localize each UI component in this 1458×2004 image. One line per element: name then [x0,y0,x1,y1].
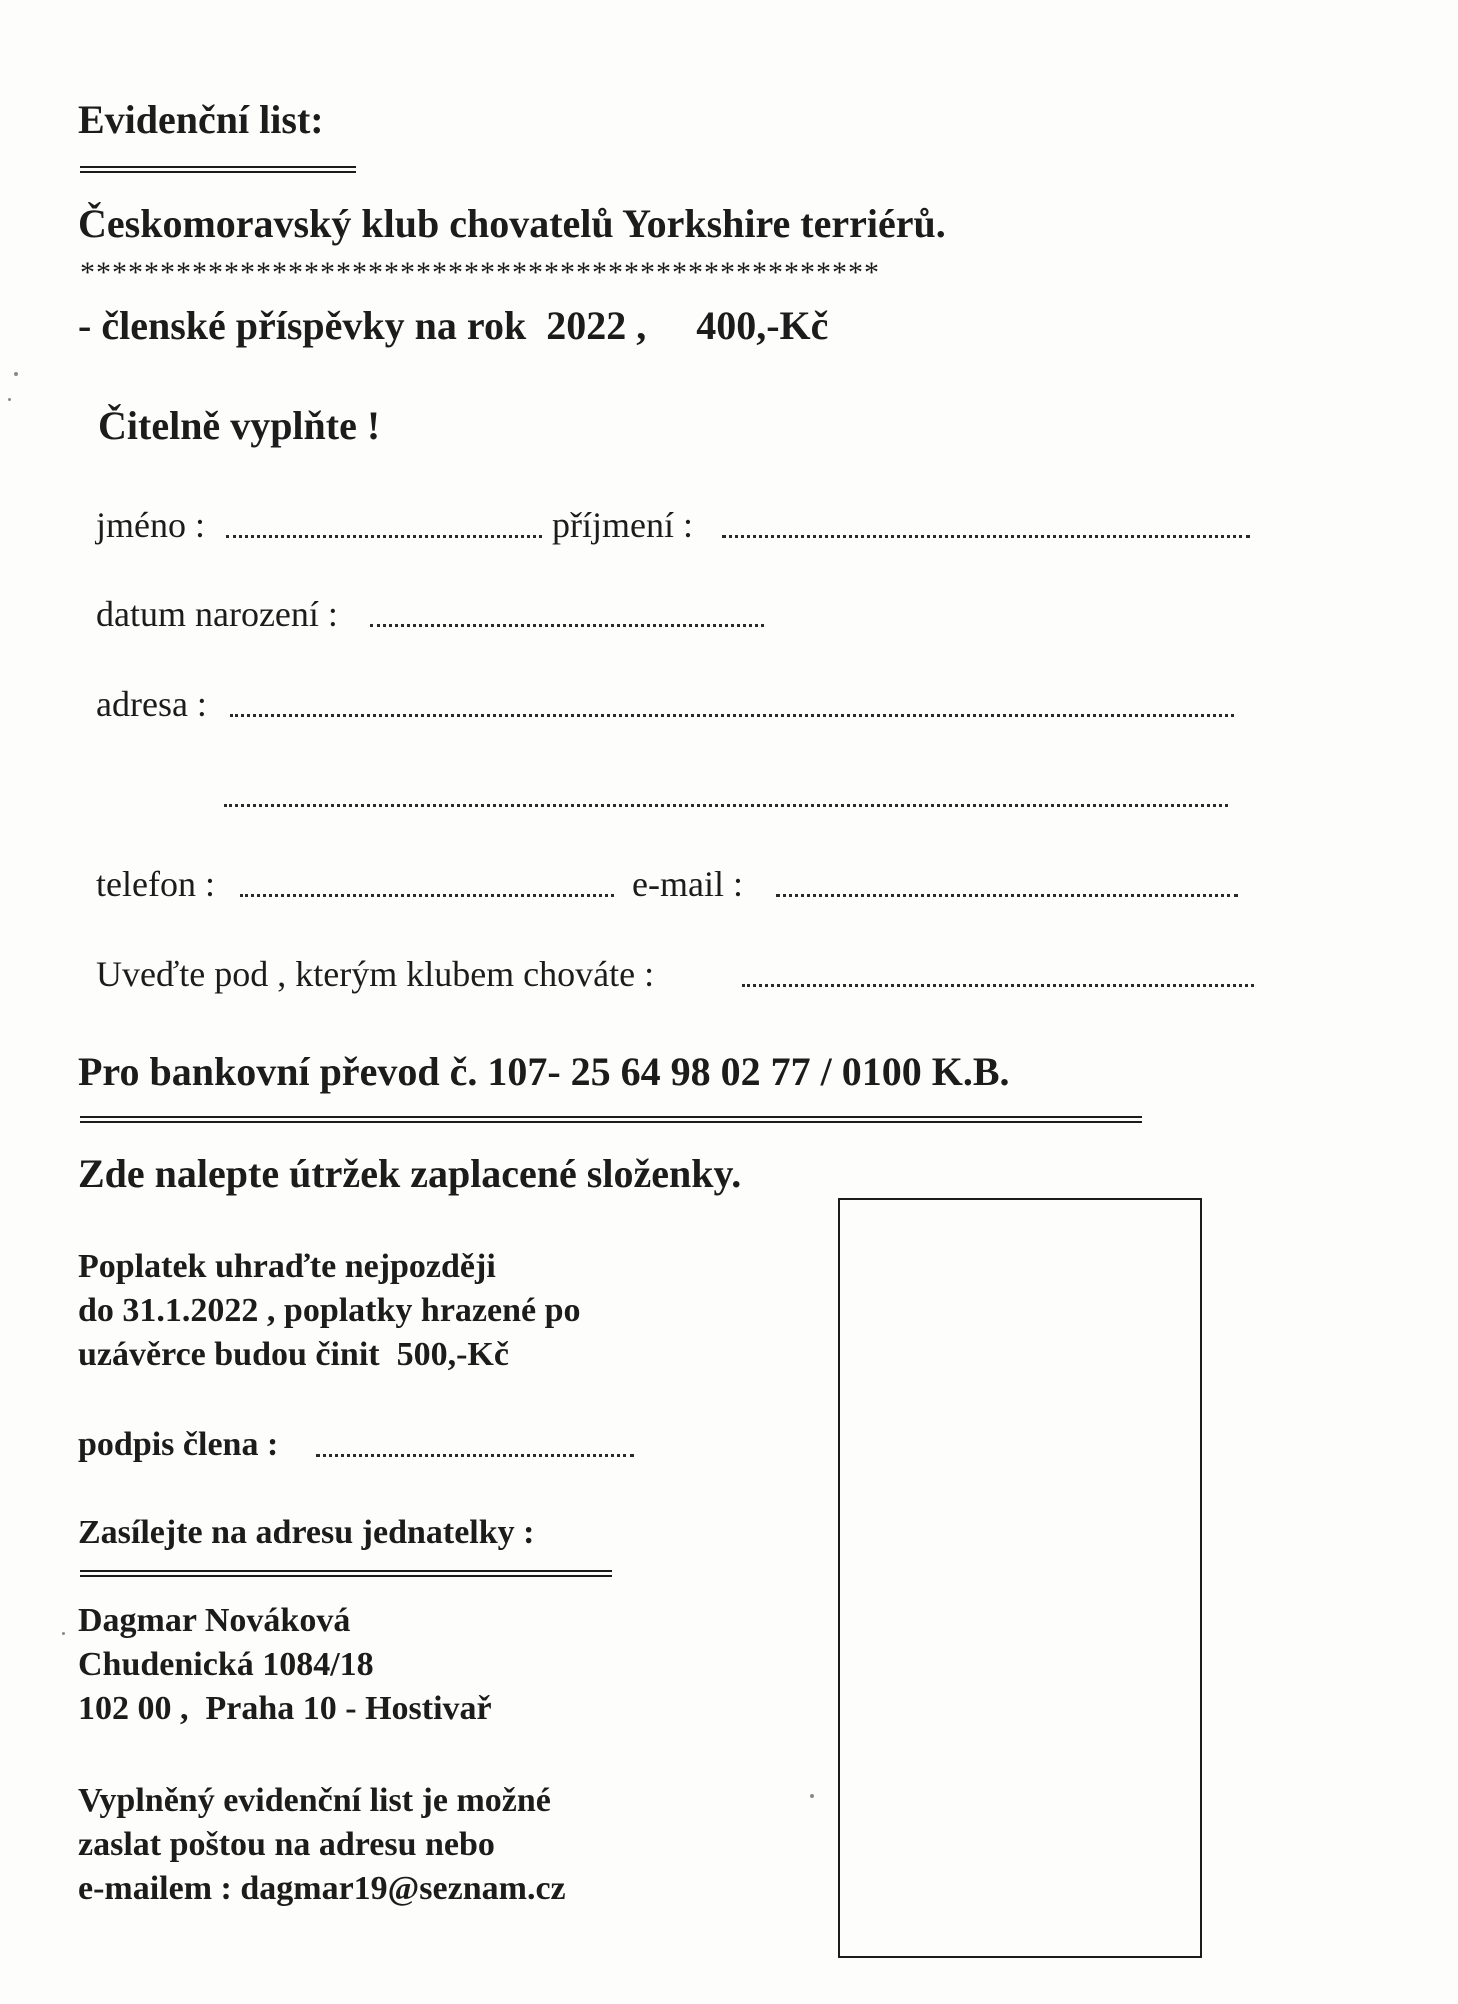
birth-date-label: datum narození : [96,594,338,634]
send-to-heading: Zasílejte na adresu jednatelky : [78,1514,535,1551]
secretary-city: 102 00 , Praha 10 - Hostivař [78,1690,492,1727]
note-line-2: zaslat poštou na adresu nebo [78,1826,495,1863]
stub-instruction: Zde nalepte útržek zaplacené složenky. [78,1151,742,1196]
note-line-3: e-mailem : dagmar19@seznam.cz [78,1870,566,1907]
scan-speck [14,372,18,376]
deadline-line-2: do 31.1.2022 , poplatky hrazené po [78,1292,581,1329]
club-name: Českomoravský klub chovatelů Yorkshire terriérů. [78,201,946,246]
phone-label: telefon : [96,864,215,904]
signature-field[interactable] [316,1454,634,1457]
deadline-line-3: uzávěrce budou činit 500,-Kč [78,1336,509,1373]
address-label: adresa : [96,684,207,724]
payment-stub-box [838,1198,1202,1958]
signature-label: podpis člena : [78,1426,279,1463]
stars-divider: ************************************************** [80,256,880,289]
club-field[interactable] [742,984,1254,987]
phone-field[interactable] [240,894,614,897]
send-to-underline [80,1570,612,1577]
bank-transfer-line: Pro bankovní převod č. 107- 25 64 98 02 77 / 0100 K.B. [78,1049,1010,1094]
first-name-label: jméno : [96,505,205,545]
deadline-line-1: Poplatek uhraďte nejpozději [78,1248,496,1285]
first-name-field[interactable] [226,535,542,538]
form-title: Evidenční list: [78,97,324,142]
address-field-line-1[interactable] [230,714,1234,717]
secretary-street: Chudenická 1084/18 [78,1646,374,1683]
bank-transfer-underline [80,1116,1142,1123]
title-underline [80,166,356,173]
last-name-label: příjmení : [552,505,693,545]
last-name-field[interactable] [722,535,1250,538]
scan-speck [62,1632,65,1635]
club-question-label: Uveďte pod , kterým klubem chováte : [96,954,655,994]
fill-instruction: Čitelně vyplňte ! [98,403,381,448]
membership-fee-line: - členské příspěvky na rok 2022 , 400,-Kč [78,303,829,348]
email-label: e-mail : [632,864,743,904]
scan-speck [8,398,11,401]
address-field-line-2[interactable] [224,804,1228,807]
scan-speck [810,1794,814,1798]
email-field[interactable] [776,894,1238,897]
note-line-1: Vyplněný evidenční list je možné [78,1782,551,1819]
birth-date-field[interactable] [370,624,764,627]
secretary-name: Dagmar Nováková [78,1602,351,1639]
